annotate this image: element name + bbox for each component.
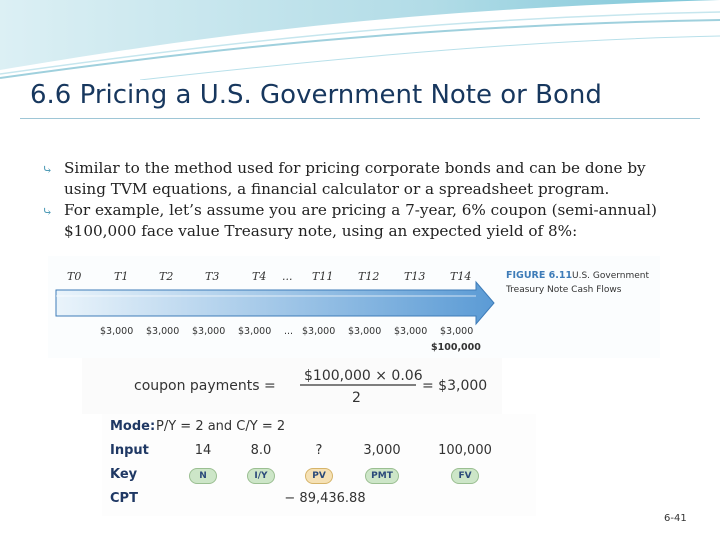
bullet-item xyxy=(42,158,682,200)
figure-caption-line2: Treasury Note Cash Flows xyxy=(506,285,622,295)
input-cell: 14 xyxy=(194,443,212,458)
mode-value: P/Y = 2 and C/Y = 2 xyxy=(156,419,286,434)
input-cell: 8.0 xyxy=(250,443,272,458)
formula-numerator: $100,000 × 0.06 xyxy=(304,368,423,384)
time-label: T14 xyxy=(450,270,472,283)
title-underline xyxy=(20,118,700,119)
pmt-key-button[interactable]: PMT xyxy=(365,468,399,484)
cashflow-label: ... xyxy=(284,326,294,337)
curved-arrow-icon: ⤷ xyxy=(42,163,53,178)
mode-row xyxy=(102,416,536,440)
bullet-list xyxy=(42,158,682,242)
pv-key-button[interactable]: PV xyxy=(305,468,333,484)
time-label: T3 xyxy=(205,270,220,283)
bullet-text: For example, let’s assume you are pricing a 7-year, 6% coupon (semi-annual) $100,000 face value Treasury note, using an expected yield of 8%: xyxy=(64,201,657,240)
cpt-label: CPT xyxy=(110,491,138,506)
slide-title: 6.6 Pricing a U.S. Government Note or Bond xyxy=(30,80,602,110)
time-label: T12 xyxy=(358,270,380,283)
input-label: Input xyxy=(110,443,149,458)
time-label: T11 xyxy=(312,270,334,283)
timeline-svg xyxy=(48,256,660,358)
decorative-wave-header xyxy=(0,0,720,80)
formula-denominator: 2 xyxy=(352,390,361,406)
key-cell xyxy=(347,467,417,484)
cash-flow-timeline-figure xyxy=(48,256,660,358)
input-cell: 3,000 xyxy=(363,443,401,458)
page-number: 6-41 xyxy=(664,513,687,524)
cashflow-label: $3,000 xyxy=(146,326,180,337)
principal-label: $100,000 xyxy=(431,342,481,353)
figure-number: FIGURE 6.11 xyxy=(506,270,573,281)
mode-label: Mode: xyxy=(110,419,156,434)
time-label: ... xyxy=(282,270,293,283)
bullet-text: Similar to the method used for pricing corporate bonds and can be done by using TVM equations, a financial calculator or a spreadsheet program. xyxy=(64,159,646,198)
formula-lhs: coupon payments = xyxy=(134,378,276,394)
figure-caption-line1: U.S. Government xyxy=(572,271,650,281)
cpt-row xyxy=(102,488,536,512)
input-cell: ? xyxy=(315,443,323,458)
iy-key-button[interactable]: I/Y xyxy=(247,468,275,484)
input-cell: 100,000 xyxy=(438,443,492,458)
key-cell xyxy=(284,467,354,484)
time-label: T0 xyxy=(67,270,82,283)
curved-arrow-icon: ⤷ xyxy=(42,205,53,220)
key-cell xyxy=(430,467,500,484)
calculator-table xyxy=(102,414,536,516)
fv-key-button[interactable]: FV xyxy=(451,468,479,484)
formula-result: = $3,000 xyxy=(422,378,488,394)
bullet-item xyxy=(42,200,682,242)
cashflow-label: $3,000 xyxy=(440,326,474,337)
time-label: T2 xyxy=(159,270,174,283)
time-label: T4 xyxy=(252,270,267,283)
n-key-button[interactable]: N xyxy=(189,468,217,484)
coupon-formula xyxy=(82,358,502,414)
key-row xyxy=(102,464,536,488)
time-label: T13 xyxy=(404,270,426,283)
formula-svg xyxy=(82,358,502,414)
pv-result: − 89,436.88 xyxy=(284,491,366,506)
cashflow-label: $3,000 xyxy=(192,326,226,337)
cashflow-label: $3,000 xyxy=(394,326,428,337)
input-row xyxy=(102,440,536,464)
timeline-arrow xyxy=(56,282,494,324)
time-label: T1 xyxy=(114,270,129,283)
cashflow-label: $3,000 xyxy=(238,326,272,337)
cashflow-label: $3,000 xyxy=(348,326,382,337)
cashflow-label: $3,000 xyxy=(100,326,134,337)
cashflow-label: $3,000 xyxy=(302,326,336,337)
key-label: Key xyxy=(110,467,138,482)
